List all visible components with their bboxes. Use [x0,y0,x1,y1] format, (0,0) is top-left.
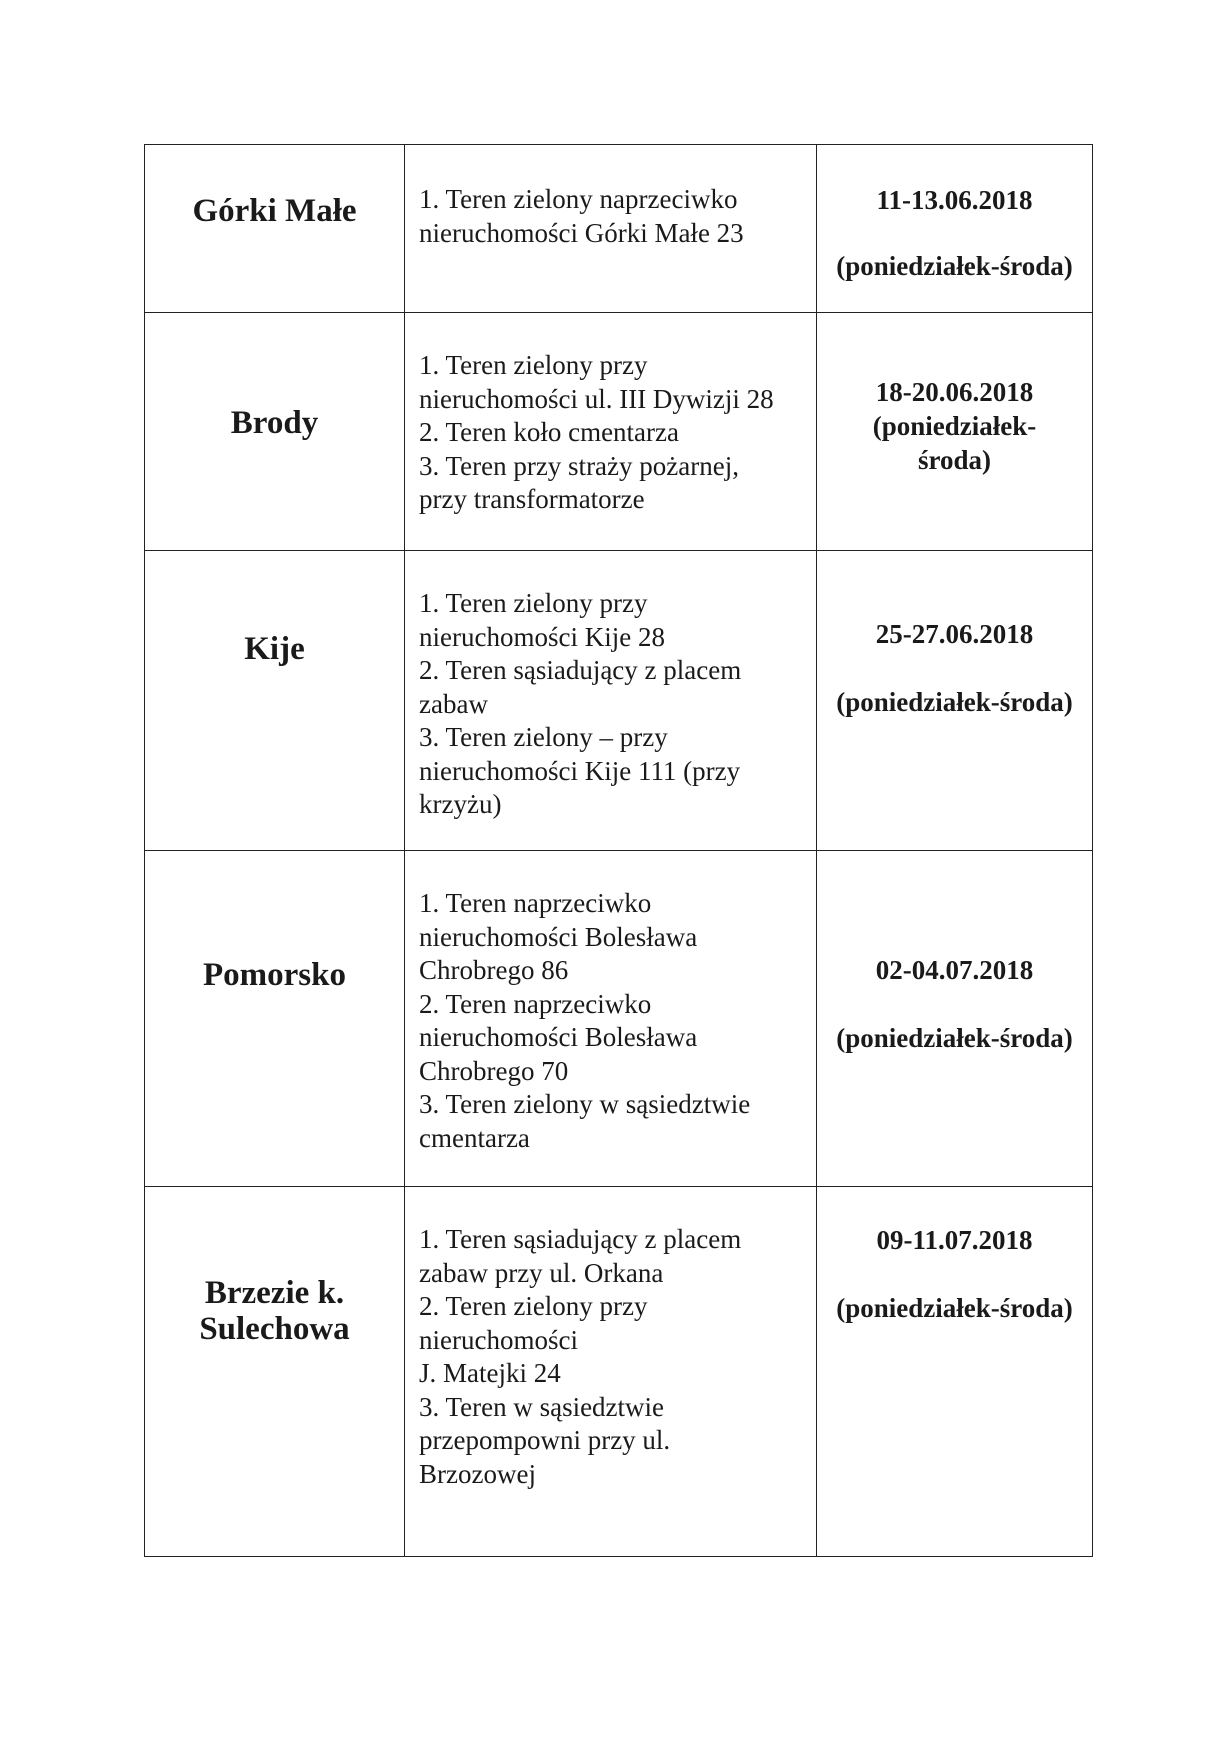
table-row [145,1187,1093,1557]
town-name: Brody [230,405,319,441]
date-range: 25-27.06.2018 [875,619,1034,649]
places-cell [405,1187,817,1557]
places-cell [405,851,817,1187]
places-cell [405,551,817,851]
town-cell [145,551,405,851]
weekday-range: (poniedziałek- środa) [872,411,1037,475]
weekday-range: (poniedziałek-środa) [836,687,1073,717]
places-cell [405,145,817,313]
date-cell [817,851,1093,1187]
town-name: Kije [244,631,305,667]
date-cell [817,1187,1093,1557]
collection-schedule-table [144,144,1093,1557]
date-range: 11-13.06.2018 [876,185,1033,215]
table-row [145,551,1093,851]
date-cell [817,551,1093,851]
town-cell [145,145,405,313]
places-list: 1. Teren naprzeciwko nieruchomości Bolesława Chrobrego 86 2. Teren naprzeciwko nieruchomości Bolesława Chrobrego 70 3. Teren zielony w sąsiedztwie cmentarza [419,888,751,1153]
town-name: Brzezie k. Sulechowa [199,1275,350,1347]
date-cell [817,145,1093,313]
places-list: 1. Teren zielony przy nieruchomości ul. III Dywizji 28 2. Teren koło cmentarza 3. Teren przy straży pożarnej, przy transformatorze [419,350,774,514]
town-cell [145,851,405,1187]
table-row [145,145,1093,313]
places-list: 1. Teren sąsiadujący z placem zabaw przy ul. Orkana 2. Teren zielony przy nieruchomości J. Matejki 24 3. Teren w sąsiedztwie przepompowni przy ul. Brzozowej [419,1224,742,1489]
table-row [145,851,1093,1187]
town-cell [145,313,405,551]
weekday-range: (poniedziałek-środa) [836,1293,1073,1323]
town-name: Pomorsko [203,957,346,993]
weekday-range: (poniedziałek-środa) [836,1023,1073,1053]
town-name: Górki Małe [192,193,357,229]
date-range: 18-20.06.2018 [875,377,1034,407]
date-range: 09-11.07.2018 [876,1225,1033,1255]
places-cell [405,313,817,551]
table-row [145,313,1093,551]
date-cell [817,313,1093,551]
places-list: 1. Teren zielony naprzeciwko nieruchomości Górki Małe 23 [419,184,744,248]
weekday-range: (poniedziałek-środa) [836,251,1073,281]
places-list: 1. Teren zielony przy nieruchomości Kije 28 2. Teren sąsiadujący z placem zabaw 3. Teren zielony – przy nieruchomości Kije 111 (przy krzyżu) [419,588,742,819]
date-range: 02-04.07.2018 [875,955,1034,985]
town-cell [145,1187,405,1557]
